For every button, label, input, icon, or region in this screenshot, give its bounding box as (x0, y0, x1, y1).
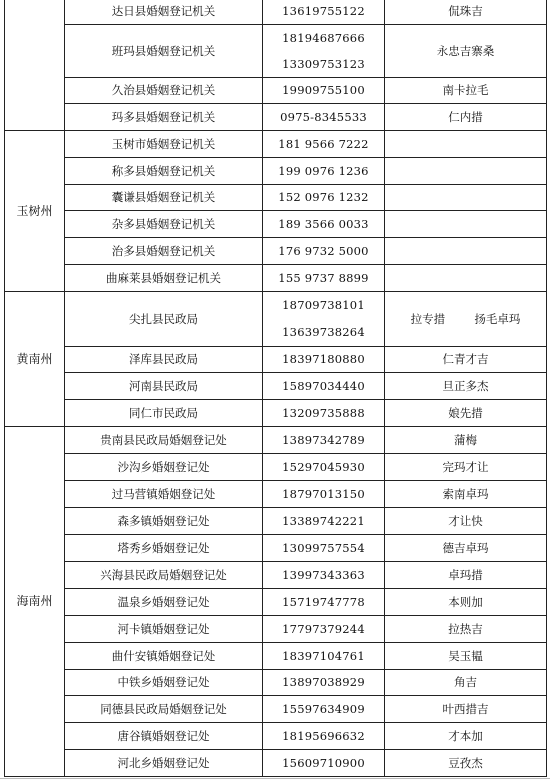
table-row (5, 670, 547, 696)
phone-cell: 189 3566 0033 (263, 211, 385, 238)
contact-cell: 侃珠吉 (385, 0, 547, 25)
region-cell (5, 0, 65, 131)
phone-cell (263, 292, 385, 347)
phone-cell (263, 25, 385, 78)
phone-cell: 13619755122 (263, 0, 385, 25)
office-cell: 杂多县婚姻登记机关 (65, 211, 263, 238)
contact-cell: 才本加 (385, 723, 547, 750)
phone-cell: 15297045930 (263, 454, 385, 481)
phone-line: 13309753123 (282, 56, 365, 71)
phone-cell: 18195696632 (263, 723, 385, 750)
region-cell: 海南州 (5, 427, 65, 777)
contact-cell: 拉热吉 (385, 616, 547, 643)
table-row (5, 347, 547, 373)
office-cell: 森多镇婚姻登记处 (65, 508, 263, 535)
table-row (5, 78, 547, 104)
contact-cell: 南卡拉毛 (385, 78, 547, 104)
contact-cell: 卓玛措 (385, 562, 547, 589)
table-row (5, 616, 547, 643)
contact-cell: 德吉卓玛 (385, 535, 547, 562)
office-cell: 曲麻莱县婚姻登记机关 (65, 265, 263, 292)
phone-cell: 13997343363 (263, 562, 385, 589)
phone-cell: 15597634909 (263, 696, 385, 723)
office-cell: 泽库县民政局 (65, 347, 263, 373)
phone-cell: 0975-8345533 (263, 104, 385, 131)
office-cell: 治多县婚姻登记机关 (65, 238, 263, 265)
office-cell: 河南县民政局 (65, 373, 263, 400)
table-row (5, 750, 547, 777)
office-cell: 河卡镇婚姻登记处 (65, 616, 263, 643)
contact-cell (385, 185, 547, 211)
phone-cell: 19909755100 (263, 78, 385, 104)
office-cell: 囊谦县婚姻登记机关 (65, 185, 263, 211)
office-cell: 尖扎县民政局 (65, 292, 263, 347)
contact-cell (385, 158, 547, 185)
phone-cell: 181 9566 7222 (263, 131, 385, 158)
contact-cell (385, 238, 547, 265)
contact-cell: 角吉 (385, 670, 547, 696)
table-row (5, 400, 547, 427)
table-row (5, 238, 547, 265)
table-row (5, 0, 547, 25)
contact-cell (385, 131, 547, 158)
office-cell: 久治县婚姻登记机关 (65, 78, 263, 104)
office-cell: 过马营镇婚姻登记处 (65, 481, 263, 508)
table-row (5, 427, 547, 454)
contact-cell: 完玛才让 (385, 454, 547, 481)
table-row (5, 373, 547, 400)
contact-cell: 蒲梅 (385, 427, 547, 454)
office-cell: 班玛县婚姻登记机关 (65, 25, 263, 78)
table-row (5, 185, 547, 211)
table-row (5, 25, 547, 78)
table-row (5, 265, 547, 292)
phone-cell: 155 9737 8899 (263, 265, 385, 292)
phone-cell: 17797379244 (263, 616, 385, 643)
contact-name: 拉专措 (410, 311, 446, 326)
table-row (5, 723, 547, 750)
office-cell: 称多县婚姻登记机关 (65, 158, 263, 185)
registry-table (4, 0, 547, 777)
contact-cell: 本则加 (385, 589, 547, 616)
table-row (5, 292, 547, 347)
office-cell: 达日县婚姻登记机关 (65, 0, 263, 25)
contact-cell: 仁内措 (385, 104, 547, 131)
phone-cell: 18397104761 (263, 643, 385, 670)
office-cell: 沙沟乡婚姻登记处 (65, 454, 263, 481)
phone-cell: 176 9732 5000 (263, 238, 385, 265)
contact-cell: 娘先措 (385, 400, 547, 427)
contact-cell: 仁青才吉 (385, 347, 547, 373)
phone-cell: 13389742221 (263, 508, 385, 535)
table-row (5, 535, 547, 562)
table-row (5, 104, 547, 131)
contact-cell: 豆孜杰 (385, 750, 547, 777)
office-cell: 塔秀乡婚姻登记处 (65, 535, 263, 562)
table-row (5, 454, 547, 481)
office-cell: 同德县民政局婚姻登记处 (65, 696, 263, 723)
table-row (5, 481, 547, 508)
office-cell: 中铁乡婚姻登记处 (65, 670, 263, 696)
contact-cell: 旦正多杰 (385, 373, 547, 400)
phone-cell: 15897034440 (263, 373, 385, 400)
table-row (5, 508, 547, 535)
office-cell: 贵南县民政局婚姻登记处 (65, 427, 263, 454)
table-row (5, 696, 547, 723)
phone-cell: 152 0976 1232 (263, 185, 385, 211)
office-cell: 唐谷镇婚姻登记处 (65, 723, 263, 750)
contact-cell: 叶西措吉 (385, 696, 547, 723)
phone-cell: 15719747778 (263, 589, 385, 616)
table-row (5, 158, 547, 185)
region-cell: 玉树州 (5, 131, 65, 292)
phone-cell: 199 0976 1236 (263, 158, 385, 185)
phone-cell: 13897038929 (263, 670, 385, 696)
phone-cell: 13099757554 (263, 535, 385, 562)
table-row (5, 589, 547, 616)
page-edge-divider (0, 778, 550, 779)
table-row (5, 131, 547, 158)
phone-cell: 13209735888 (263, 400, 385, 427)
phone-cell: 13897342789 (263, 427, 385, 454)
contact-cell: 索南卓玛 (385, 481, 547, 508)
table-row (5, 211, 547, 238)
contact-cell: 才让快 (385, 508, 547, 535)
contact-cell: 吴玉韫 (385, 643, 547, 670)
contact-cell (385, 292, 547, 347)
office-cell: 玛多县婚姻登记机关 (65, 104, 263, 131)
table-row (5, 643, 547, 670)
office-cell: 同仁市民政局 (65, 400, 263, 427)
phone-line: 18709738101 (282, 298, 365, 312)
phone-cell: 15609710900 (263, 750, 385, 777)
contact-name: 扬毛卓玛 (474, 311, 521, 326)
phone-line: 13639738264 (282, 325, 365, 339)
phone-cell: 18397180880 (263, 347, 385, 373)
phone-cell: 18797013150 (263, 481, 385, 508)
contact-cell: 永忠吉寨桑 (385, 25, 547, 78)
phone-line: 18194687666 (282, 30, 365, 45)
office-cell: 曲什安镇婚姻登记处 (65, 643, 263, 670)
office-cell: 河北乡婚姻登记处 (65, 750, 263, 777)
office-cell: 兴海县民政局婚姻登记处 (65, 562, 263, 589)
table-row (5, 562, 547, 589)
contact-cell (385, 211, 547, 238)
office-cell: 玉树市婚姻登记机关 (65, 131, 263, 158)
contact-cell (385, 265, 547, 292)
region-cell: 黄南州 (5, 292, 65, 427)
office-cell: 温泉乡婚姻登记处 (65, 589, 263, 616)
